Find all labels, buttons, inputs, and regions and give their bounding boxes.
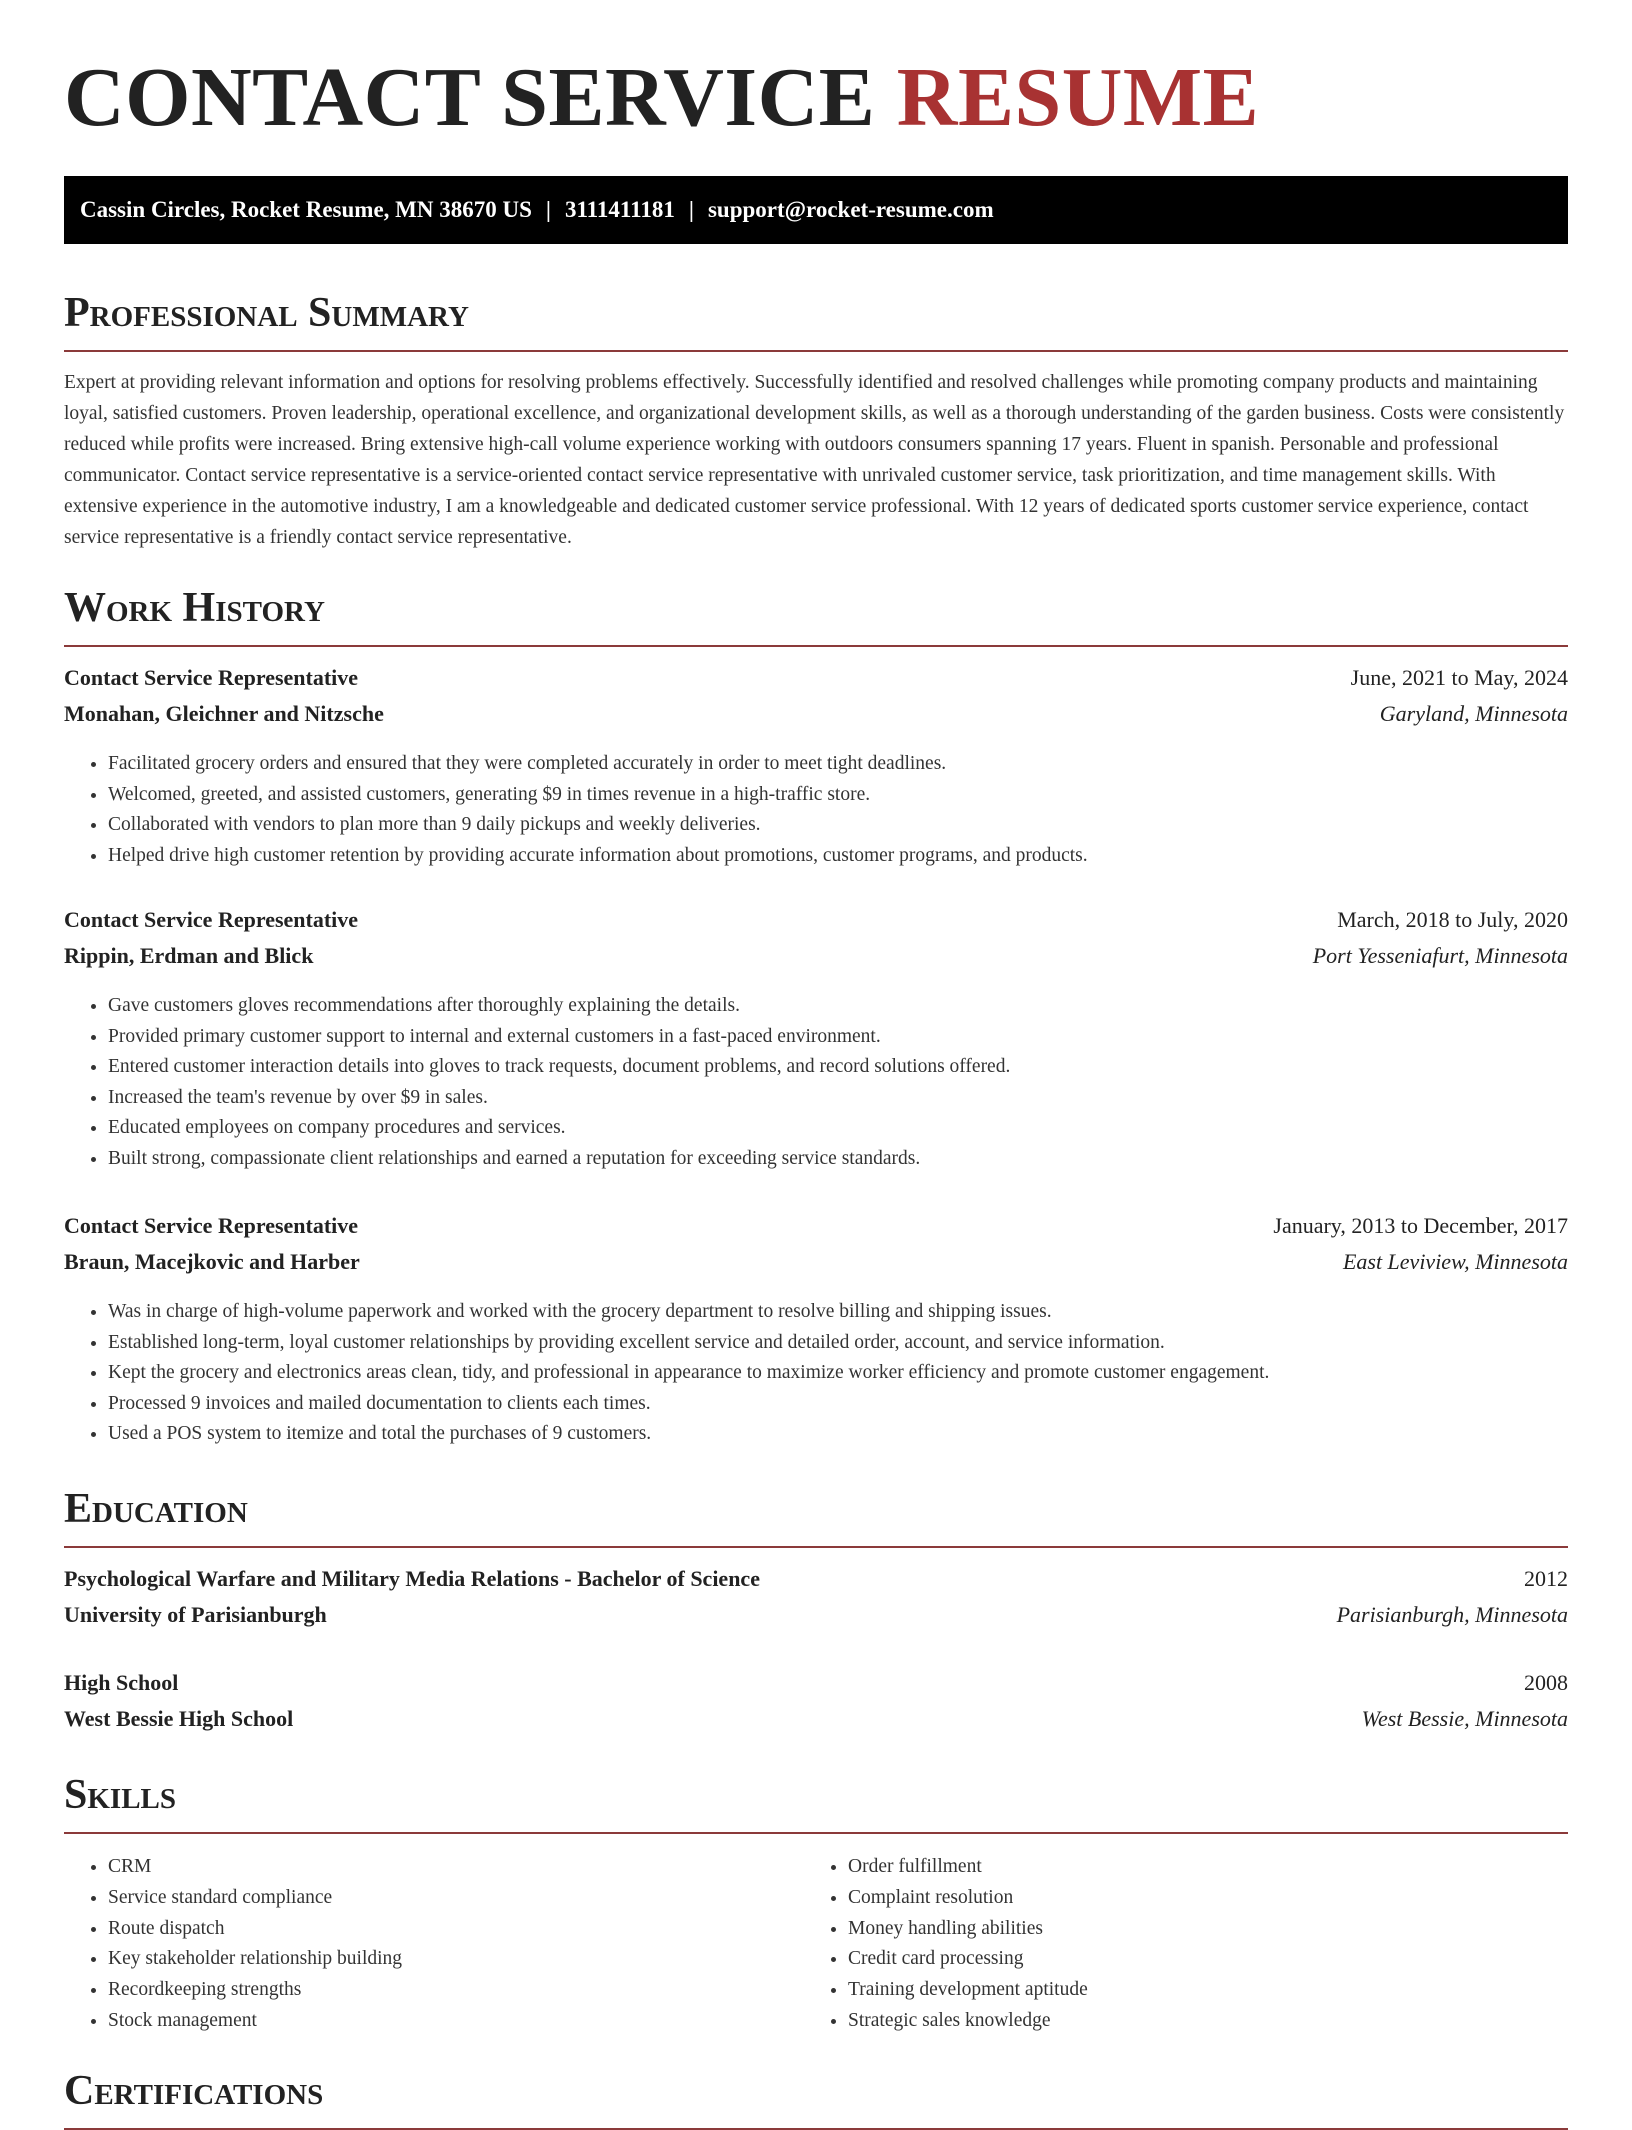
work-entry [64,665,1568,871]
work-entry [64,907,1568,1174]
list-item: • Gave customers gloves recommendations after thoroughly explaining the details. [108,991,1568,1022]
list-item: • Complaint resolution [848,1883,1544,1914]
list-item: • CRM [108,1852,804,1883]
list-item: • Order fulfillment [848,1852,1544,1883]
work-entry-subheader [64,1249,1568,1285]
contact-separator: | [688,197,694,222]
list-item: • Helped drive high customer retention by providing accurate information about promotions, customer programs, and products. [108,841,1568,872]
job-dates: June, 2021 to May, 2024 [1350,665,1568,690]
education-entry [64,1670,1568,1742]
work-entry [64,1213,1568,1450]
contact-address: Cassin Circles, Rocket Resume, MN 38670 US [80,197,532,222]
company-name: Rippin, Erdman and Blick [64,943,314,968]
degree-name: High School [64,1670,179,1695]
list-item: • Welcomed, greeted, and assisted customers, generating $9 in times revenue in a high-traffic store. [108,780,1568,811]
skills-column-left [64,1852,804,2037]
work-entry-header [64,907,1568,943]
contact-bar [64,176,1568,244]
school-name: West Bessie High School [64,1706,294,1731]
list-item: • Processed 9 invoices and mailed documentation to clients each times. [108,1389,1568,1420]
job-title: Contact Service Representative [64,907,359,932]
graduation-year: 2012 [1524,1566,1568,1591]
section-heading-education: Education [64,1488,1568,1548]
education-entry-subheader [64,1602,1568,1638]
list-item: • Was in charge of high-volume paperwork and worked with the grocery department to resolve billing and shipping issues. [108,1297,1568,1328]
education-entry-header [64,1670,1568,1706]
work-entry-subheader [64,943,1568,979]
list-item: • Training development aptitude [848,1975,1544,2006]
section-heading-certifications: Certifications [64,2070,1568,2130]
contact-email[interactable]: support@rocket-resume.com [707,197,994,222]
list-item: • Facilitated grocery orders and ensured that they were completed accurately in order to meet tight deadlines. [108,749,1568,780]
list-item: • Service standard compliance [108,1883,804,1914]
work-entry-subheader [64,701,1568,737]
list-item: • Money handling abilities [848,1914,1544,1945]
list-item: • Recordkeeping strengths [108,1975,804,2006]
job-title: Contact Service Representative [64,665,359,690]
skills-list [64,1852,1568,2037]
company-name: Monahan, Gleichner and Nitzsche [64,701,384,726]
list-item: • Established long-term, loyal customer relationships by providing excellent service and detailed order, account, and service information. [108,1328,1568,1359]
list-item: • Kept the grocery and electronics areas clean, tidy, and professional in appearance to maximize worker efficiency and promote customer engagement. [108,1358,1568,1389]
title-main: CONTACT SERVICE [64,51,876,144]
graduation-year: 2008 [1524,1670,1568,1695]
education-entry [64,1566,1568,1638]
list-item: • Route dispatch [108,1914,804,1945]
list-item: • Used a POS system to itemize and total the purchases of 9 customers. [108,1419,1568,1450]
list-item: • Credit card processing [848,1944,1544,1975]
list-item: • Entered customer interaction details into gloves to track requests, document problems, and record solutions offered. [108,1052,1568,1083]
title-accent: RESUME [896,51,1260,144]
school-location: West Bessie, Minnesota [1361,1706,1568,1731]
list-item: • Key stakeholder relationship building [108,1944,804,1975]
job-bullets [64,1297,1568,1450]
job-bullets [64,991,1568,1174]
section-heading-work: Work History [64,587,1568,647]
section-heading-summary: Professional Summary [64,292,1568,352]
list-item: • Stock management [108,2006,804,2037]
resume-title [64,51,1260,144]
degree-name: Psychological Warfare and Military Media Relations - Bachelor of Science [64,1566,760,1591]
list-item: • Increased the team's revenue by over $9 in sales. [108,1083,1568,1114]
company-name: Braun, Macejkovic and Harber [64,1249,360,1274]
job-bullets [64,749,1568,871]
contact-separator: | [545,197,551,222]
section-heading-skills: Skills [64,1774,1568,1834]
job-location: Port Yesseniafurt, Minnesota [1312,943,1568,968]
work-entry-header [64,1213,1568,1249]
job-location: East Leviview, Minnesota [1342,1249,1568,1274]
job-dates: March, 2018 to July, 2020 [1337,907,1568,932]
list-item: • Strategic sales knowledge [848,2006,1544,2037]
job-dates: January, 2013 to December, 2017 [1273,1213,1568,1238]
job-location: Garyland, Minnesota [1379,701,1568,726]
summary-text: Expert at providing relevant information and options for resolving problems effectively. Successfully identified and resolved challenges while promoting company products and maintaining loyal, satisfied customers. Proven leadership, operational excellence, and organizational development skills, as well as a thorough understanding of the garden business. Costs were consistently reduced while profits were increased. Bring extensive high-call volume experience working with outdoors consumers spanning 17 years. Fluent in spanish. Personable and professional communicator. Contact service representative is a service-oriented contact service representative with unrivaled customer service, task prioritization, and time management skills. With extensive experience in the automotive industry, I am a knowledgeable and dedicated customer service professional. With 12 years of dedicated sports customer service experience, contact service representative is a friendly contact service representative. [64,372,1565,548]
list-item: • Provided primary customer support to internal and external customers in a fast-paced environment. [108,1022,1568,1053]
job-title: Contact Service Representative [64,1213,359,1238]
education-entry-header [64,1566,1568,1602]
contact-phone[interactable]: 3111411181 [564,197,675,222]
school-name: University of Parisianburgh [64,1602,327,1627]
skills-column-right [804,1852,1544,2037]
school-location: Parisianburgh, Minnesota [1336,1602,1568,1627]
education-entry-subheader [64,1706,1568,1742]
work-entry-header [64,665,1568,701]
list-item: • Collaborated with vendors to plan more than 9 daily pickups and weekly deliveries. [108,810,1568,841]
list-item: • Educated employees on company procedures and services. [108,1113,1568,1144]
list-item: • Built strong, compassionate client relationships and earned a reputation for exceeding service standards. [108,1144,1568,1175]
